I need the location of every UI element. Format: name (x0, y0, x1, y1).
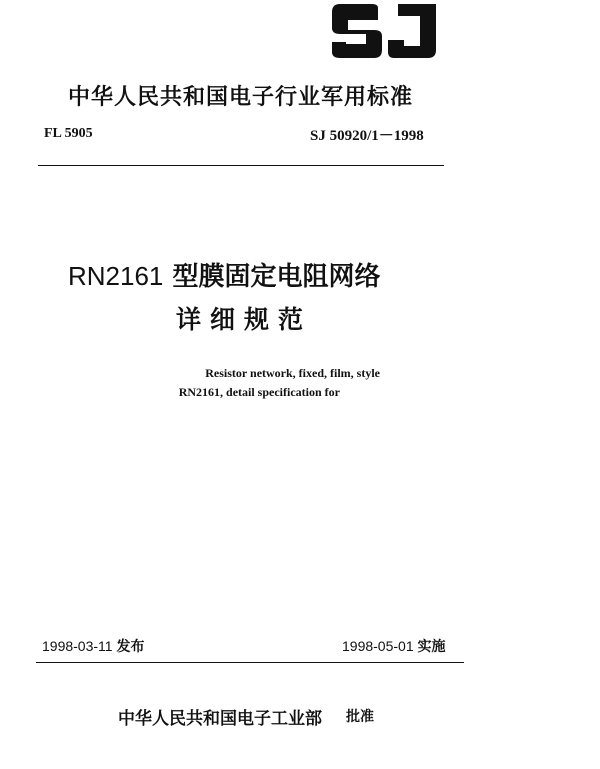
implementation-date-value: 1998-05-01 (342, 638, 414, 654)
svg-text:SJ: SJ (328, 2, 329, 3)
issue-date-value: 1998-03-11 (42, 638, 113, 654)
issue-date (42, 636, 144, 656)
sj-logo (328, 2, 440, 60)
approving-authority: 中华人民共和国电子工业部 (118, 709, 322, 729)
english-title-line2: RN2161, detail specification for (178, 385, 340, 399)
footer-divider (36, 662, 464, 663)
header-divider (38, 165, 444, 166)
implementation-date (342, 636, 446, 656)
document-title-line2: 详细规范 (176, 305, 313, 334)
english-title-line1: Resistor network, fixed, film, style (205, 366, 380, 380)
title-line1-text: 型膜固定电阻网络 (172, 262, 381, 292)
classification-code: FL 5905 (44, 126, 93, 141)
issue-label: 发布 (116, 639, 145, 655)
implementation-label: 实施 (417, 639, 446, 655)
standard-number: SJ 50920/1－1998 (310, 128, 424, 144)
model-number: RN2161 (68, 261, 164, 291)
approval-label: 批准 (346, 709, 374, 725)
standard-category-title: 中华人民共和国电子行业军用标准 (68, 85, 414, 110)
document-title-line1 (68, 256, 380, 293)
